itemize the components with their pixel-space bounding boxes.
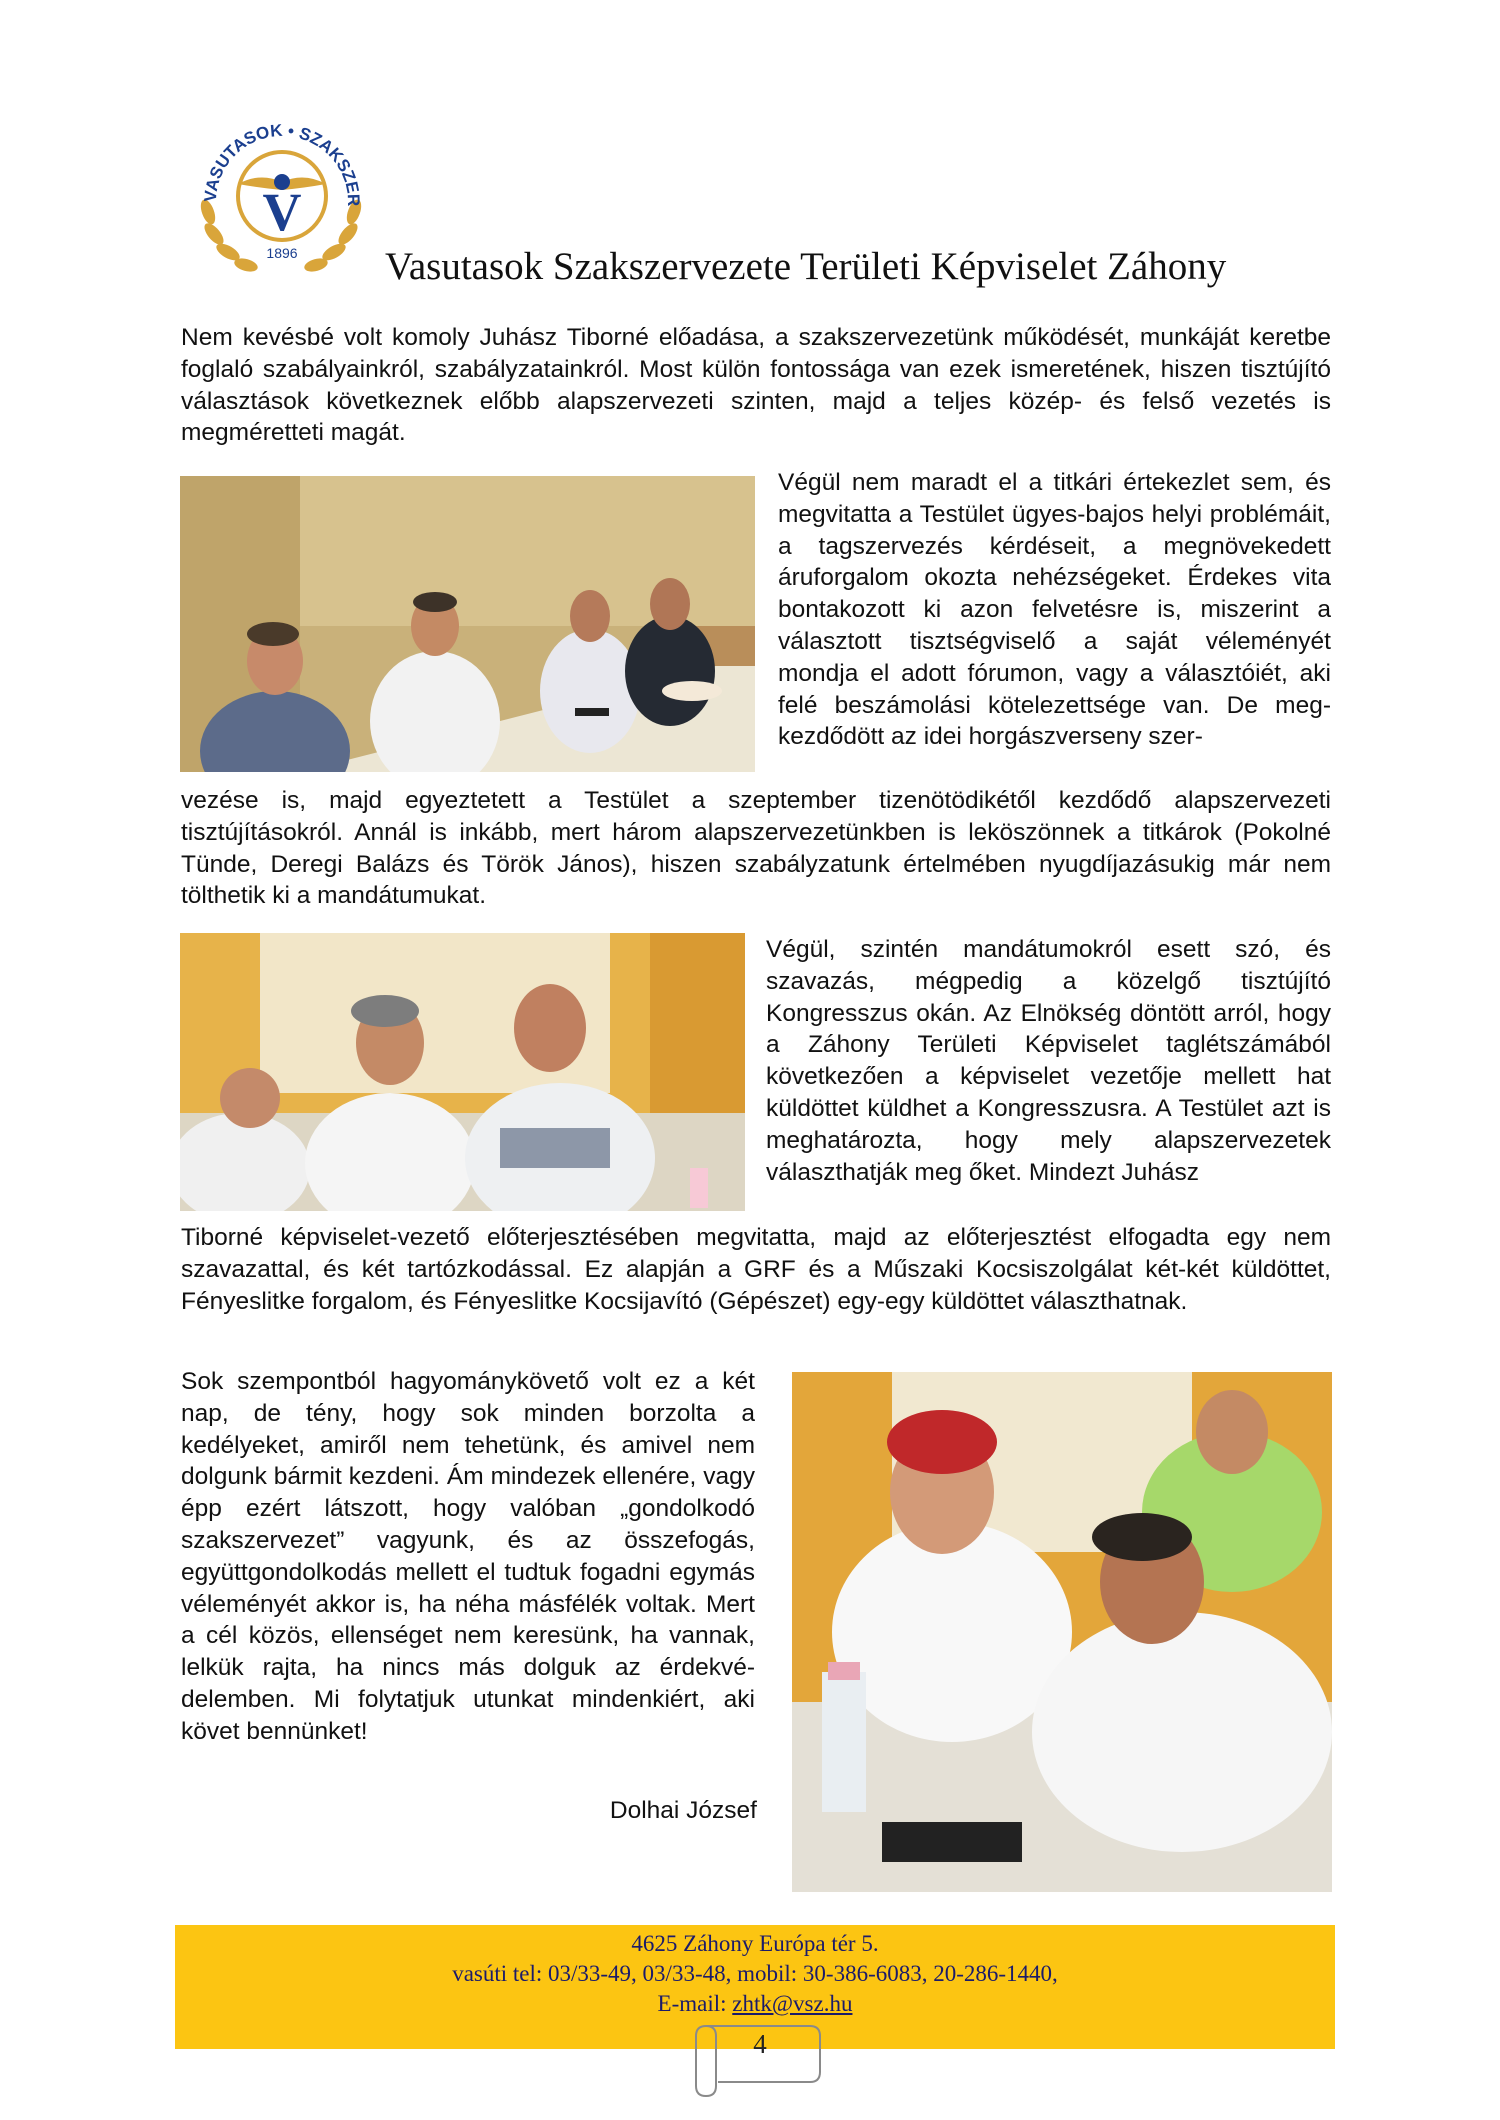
article-signature: Dolhai József (609, 1797, 757, 1824)
article-paragraph-2-continued: vezése is, majd egyeztetett a Testület a szeptember tizenötödikétől kezdődő alapszervezeti tisztújításokról. Annál is inkább, mert három alapszervezetünkben is leköszönnek a titkárok (Pokolné Tünde, Deregi Balázs és Török János), hiszen szabályzatunk értelmében nyugdíjazásukig már nem tölthetik ki a mandátumukat. (181, 787, 1331, 910)
meeting-photo-2 (180, 933, 745, 1211)
footer-phones: vasúti tel: 03/33-49, 03/33-48, mobil: 30-386-6083, 20-286-1440, (452, 1961, 1058, 1986)
logo-year: 1896 (266, 245, 298, 261)
logo-ring-text: VASUTASOK • SZAKSZER (200, 120, 364, 207)
footer-email-line (175, 1989, 1335, 2019)
meeting-photo-1 (180, 476, 755, 772)
footer-email-link[interactable]: zhtk@vsz.hu (732, 1991, 853, 2016)
page-number: 4 (753, 2029, 767, 2059)
logo-letter: V (262, 182, 302, 242)
footer-email-label: E-mail: (657, 1991, 733, 2016)
article-paragraph-2-wrap: Végül nem maradt el a titkári értekezlet sem, és megvitatta a Testület ügyes-bajos helyi problémáit, a tagszervezés kérdéseit, a megnövekedett áruforgalom okozta nehézségeket. Érdekes vita bontakozott ki azon felvetésre is, miszerint a választott tisztségviselő a saját véleményét mondja el adott fórumon, vagy a választóiét, aki felé beszámolási kötelezettsége van. De megkezdődött az idei horgászverseny szer- (778, 469, 1331, 751)
page-header-title: Vasutasok Szakszervezete Területi Képviselet Záhony (385, 245, 1227, 288)
union-logo (186, 92, 376, 282)
article-paragraph-3-continued: Tiborné képviselet-vezető előterjesztésében megvitatta, majd az előterjesztést elfogadta egy nem szavazattal, és két tartózkodással. Ez alapján a GRF és a Műszaki Kocsiszolgálat két-két küldöttet, Fényeslitke forgalom, és Fényeslitke Kocsijavító (Gépészet) egy-egy küldöttet választhatnak. (181, 1224, 1331, 1315)
article-paragraph-4: Sok szempontból hagyománykövető volt ez a két nap, de tény, hogy sok minden borzolta a kedélyeket, amiről nem tehetünk, és amivel nem dolgunk bármit kezdeni. Ám mindezek ellenére, vagy épp ezért látszott, hogy valóban „gondolkodó szakszervezet” vagyunk, és az összefogás, együttgondolkodás mellett el tudtuk fogadni egymás véleményét akkor is, ha néha másfélék voltak. Mert a cél közös, ellenséget nem keresünk, ha vannak, lelkük rajta, ha nincs más dolguk az érdekvédelemben. Mi folytatjuk utunkat mindenkiért, aki követ bennünket! (181, 1368, 755, 1745)
article-paragraph-1: Nem kevésbé volt komoly Juhász Tiborné előadása, a szakszervezetünk működését, munkáját keretbe foglaló szabályainkról, szabályzatainkról. Most külön fontossága van ezek ismeretének, hiszen tisztújító választások következnek előbb alapszervezeti szinten, majd a teljes közép- és felső vezetés is megméretteti magát. (181, 324, 1331, 447)
meeting-photo-3 (792, 1372, 1332, 1892)
article-paragraph-3-wrap: Végül, szintén mandátumokról esett szó, és szavazás, mégpedig a közelgő tisztújító Kongresszus okán. Az Elnökség döntött arról, hogy a Záhony Területi Képviselet taglétszámából következően a képviselet vezetője mellett hat küldöttet küldhet a Kongresszusra. A Testület azt is meghatározta, hogy mely alapszervezetek választhatják meg őket. Mindezt Juhász (766, 936, 1331, 1186)
footer-address: 4625 Záhony Európa tér 5. (631, 1931, 879, 1956)
